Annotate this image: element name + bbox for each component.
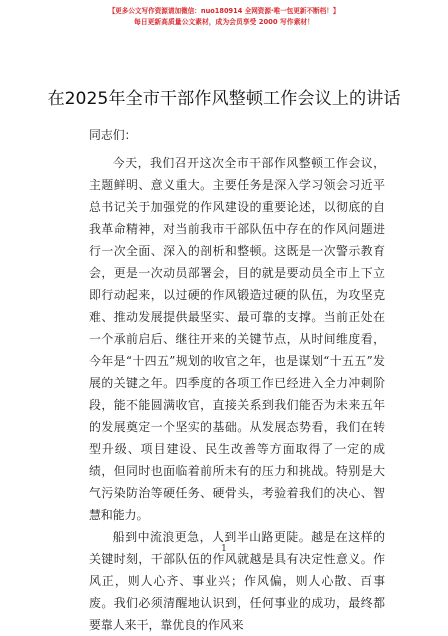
promo-banner — [0, 6, 448, 27]
paragraph-2: 船到中流浪更急，人到半山路更陡。越是在这样的关键时刻，干部队伍的作风就越是具有决定性意义。作风正，则人心齐、事业兴；作风偏，则人心散、百事废。我们必须清醒地认识到，任何事业的成功，最终都要靠人来干，靠优良的作风来 — [89, 530, 385, 632]
paragraph-1: 今天，我们召开这次全市干部作风整顿工作会议，主题鲜明、意义重大。主要任务是深入学习领会习近平总书记关于加强党的作风建设的重要论述，以彻底的自我革命精神，对当前我市干部队伍中存在的作风问题进行一次全面、深入的剖析和整顿。这既是一次警示教育会，更是一次动员部署会，目的就是要动员全市上下立即行动起来，以过硬的作风锻造过硬的队伍，为攻坚克难、推动发展提供最坚实、最可靠的支撑。当前正处在一个承前启后、继往开来的关键节点，从时间维度看，今年是“十四五”规划的收官之年，也是谋划“十五五”发展的关键之年。四季度的各项工作已经进入全力冲刺阶段，能不能圆满收官，直接关系到我们能否为未来五年的发展奠定一个坚实的基础。从发展态势看，我们在转型升级、项目建设、民生改善等方面取得了一定的成绩，但同时也面临着前所未有的压力和挑战。特别是大气污染防治等硬任务、硬骨头，考验着我们的决心、智慧和能力。 — [89, 156, 385, 522]
document-body — [89, 124, 385, 636]
page-number: 1 — [221, 544, 227, 554]
greeting: 同志们： — [89, 128, 137, 142]
promo-banner-line-2: 每日更新高质量公文素材，成为会员享受 2000 写作素材！ — [134, 18, 314, 26]
document-title: 在2025年全市干部作风整顿工作会议上的讲话 — [47, 89, 401, 109]
promo-banner-line-1: 【更多公文写作资源请加微信：nuo180914 全网资源·唯一包更新不断档！】 — [108, 7, 340, 15]
